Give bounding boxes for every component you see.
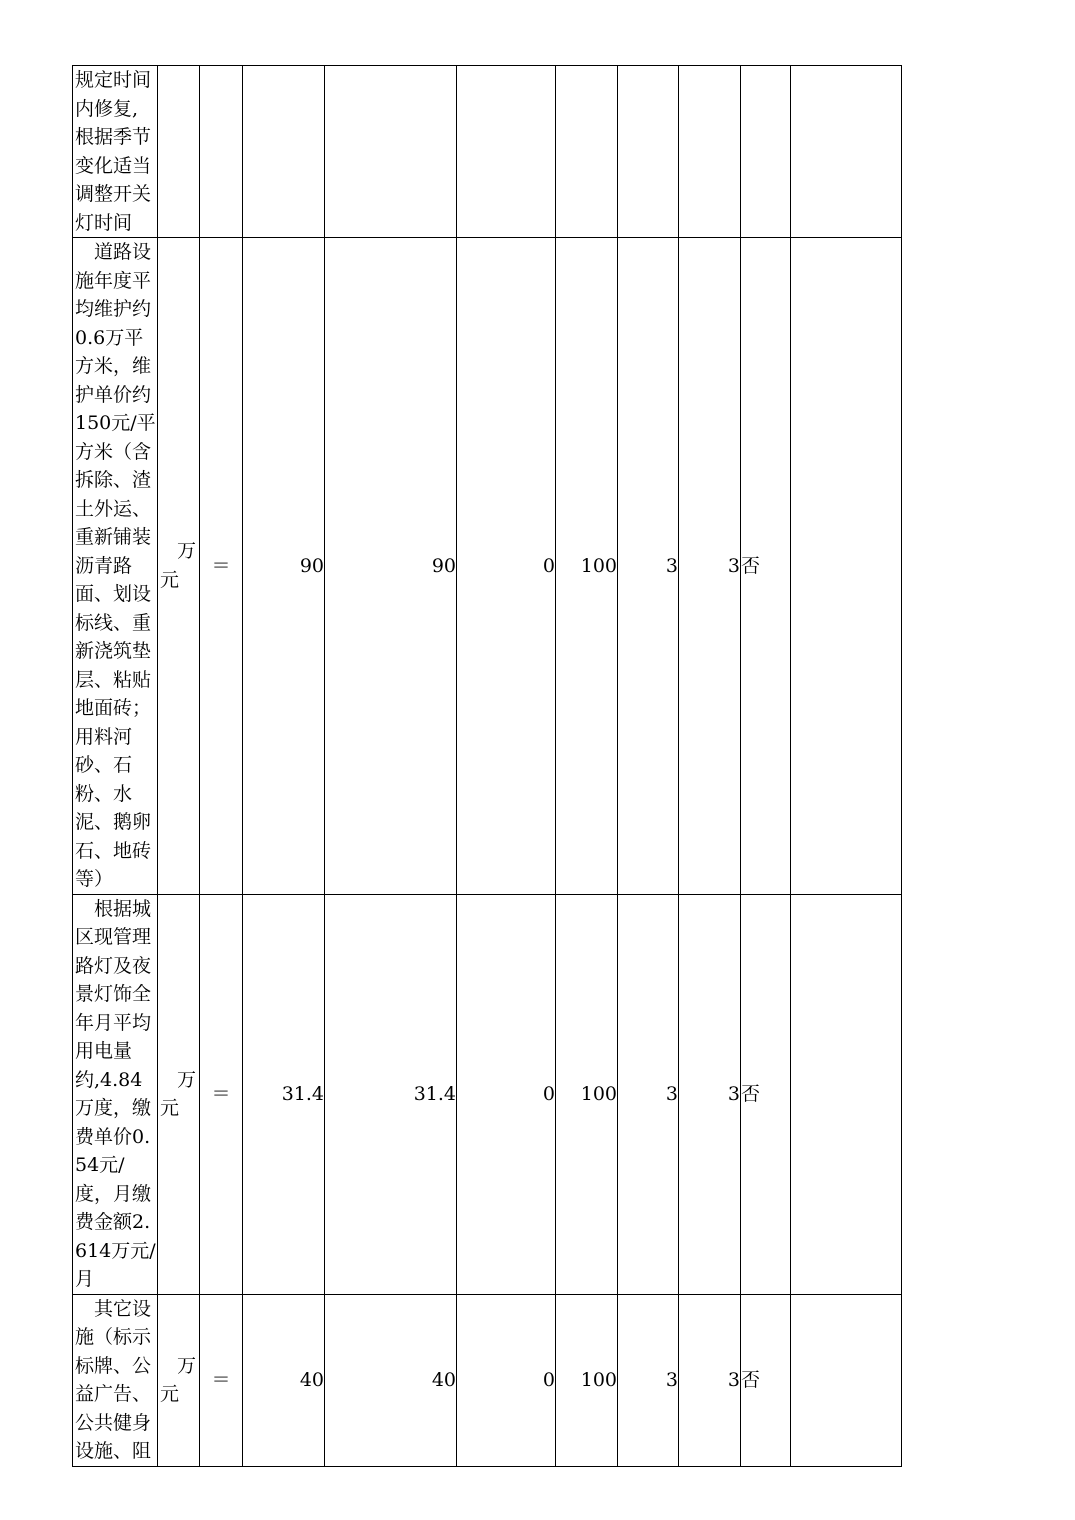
operator-cell: ＝ [200,238,243,895]
value-e-cell: 3 [618,1294,679,1466]
value-b-cell: 40 [325,1294,457,1466]
data-table [72,65,902,1467]
table-row [73,894,902,1294]
value-f-cell [679,66,741,238]
operator-cell: ＝ [200,894,243,1294]
unit-cell [158,66,200,238]
description-cell [73,66,158,238]
value-d-cell [556,66,618,238]
value-d-cell: 100 [556,894,618,1294]
value-f-cell: 3 [679,894,741,1294]
value-f-cell: 3 [679,1294,741,1466]
flag-cell [741,66,791,238]
unit-text: 万 元 [160,1068,196,1119]
unit-cell [158,238,200,895]
table-row [73,1294,902,1466]
description-cell [73,1294,158,1466]
value-c-cell [457,66,556,238]
value-b-cell [325,66,457,238]
value-a-cell: 90 [243,238,325,895]
value-a-cell [243,66,325,238]
description-text: 根据城区现管理路灯及夜景灯饰全年月平均用电量约,4.84万度，缴费单价0.54元/度，月缴费金额2.614万元/月 [75,897,156,1290]
note-cell [791,894,902,1294]
flag-cell: 否 [741,894,791,1294]
value-c-cell: 0 [457,1294,556,1466]
note-cell [791,238,902,895]
note-cell [791,66,902,238]
value-d-cell: 100 [556,1294,618,1466]
value-e-cell [618,66,679,238]
description-text: 道路设施年度平均维护约0.6万平方米，维护单价约150元/平方米（含拆除、渣土外运、重新铺装沥青路面、划设标线、重新浇筑垫层、粘贴地面砖；用料河砂、石粉、水泥、鹅卵石、地砖等） [75,241,156,890]
value-c-cell: 0 [457,894,556,1294]
description-text: 规定时间内修复,根据季节变化适当调整开关灯时间 [75,69,152,234]
description-cell [73,238,158,895]
description-text: 其它设施（标示标牌、公益广告、公共健身设施、阻 [75,1297,152,1462]
value-a-cell: 40 [243,1294,325,1466]
value-e-cell: 3 [618,238,679,895]
note-cell [791,1294,902,1466]
table-row [73,66,902,238]
value-f-cell: 3 [679,238,741,895]
operator-cell: ＝ [200,1294,243,1466]
value-d-cell: 100 [556,238,618,895]
unit-cell [158,894,200,1294]
table-row [73,238,902,895]
value-b-cell: 31.4 [325,894,457,1294]
value-a-cell: 31.4 [243,894,325,1294]
flag-cell: 否 [741,238,791,895]
flag-cell: 否 [741,1294,791,1466]
operator-cell [200,66,243,238]
value-c-cell: 0 [457,238,556,895]
unit-text: 万 元 [160,540,196,591]
unit-cell [158,1294,200,1466]
value-b-cell: 90 [325,238,457,895]
description-cell [73,894,158,1294]
unit-text: 万 元 [160,1354,196,1405]
value-e-cell: 3 [618,894,679,1294]
